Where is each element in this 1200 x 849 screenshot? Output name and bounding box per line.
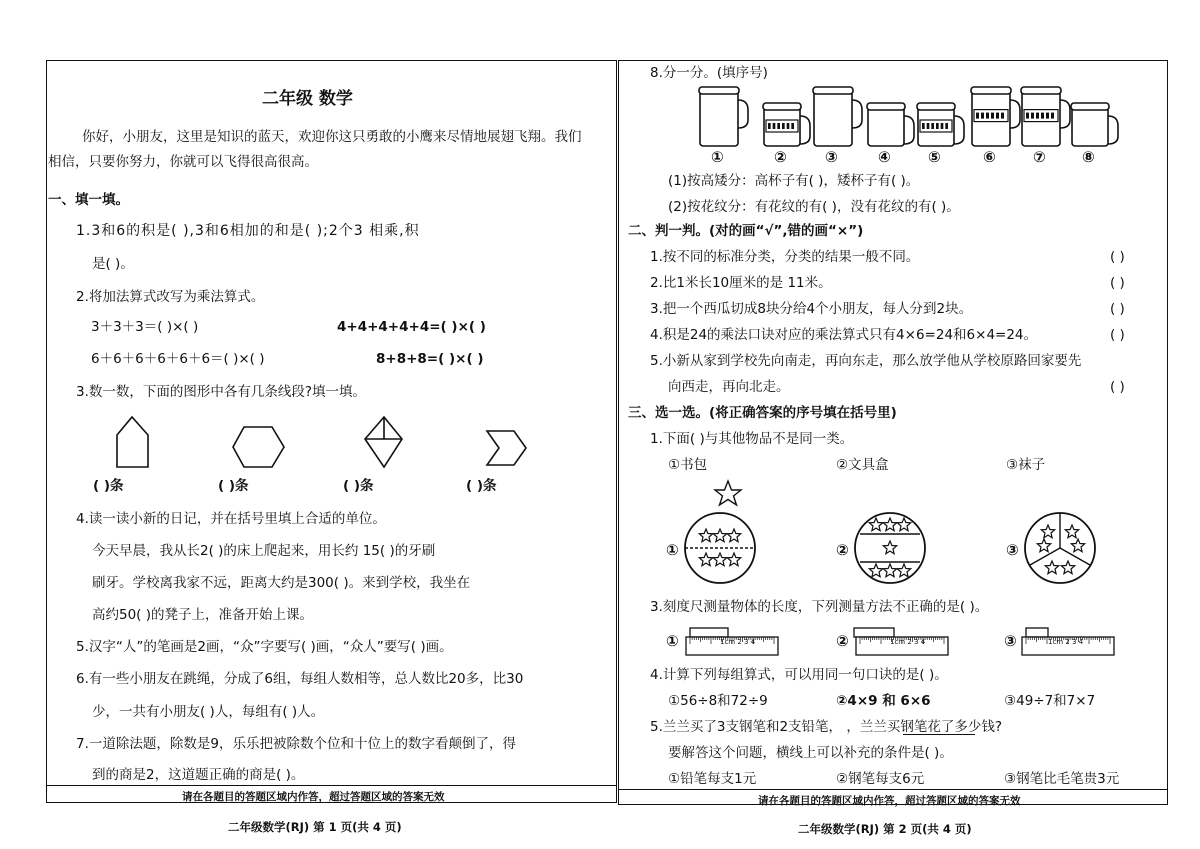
left-answer-area-notice: 请在各题目的答题区域内作答，超过答题区域的答案无效	[182, 791, 445, 803]
circle-option-1-label: ①	[666, 541, 679, 559]
q1-line-2: 是( )。	[92, 256, 134, 272]
q3-answer-4: ( )条	[466, 478, 497, 494]
judge-3: 3.把一个西瓜切成8块分给4个小朋友，每人分到2块。	[650, 301, 973, 317]
page-title: 二年级 数学	[262, 89, 353, 109]
q4-diary-1: 今天早晨，我从长2( )的床上爬起来，用长约 15( )的牙刷	[92, 543, 436, 559]
choice-5-option-b: ②钢笔每支6元	[836, 771, 925, 787]
cup-2	[763, 103, 810, 146]
q5-text: 5.汉字“人”的笔画是2画，“众”字要写( )画，“众人”要写( )画。	[76, 639, 453, 655]
judge-4: 4.积是24的乘法口诀对应的乘法算式只有4×6=24和6×4=24。	[650, 327, 1038, 343]
choice-3-prompt: 3.刻度尺测量物体的长度，下列测量方法不正确的是( )。	[650, 599, 989, 615]
choice-1-option-c: ③袜子	[1006, 457, 1046, 473]
section-2-heading: 二、判一判。(对的画“√”,错的画“×”)	[628, 223, 864, 239]
circle-option-2-label: ②	[836, 541, 849, 559]
judge-2: 2.比1米长10厘米的是 11米。	[650, 275, 832, 291]
cup-6	[971, 87, 1020, 146]
right-page-footer: 二年级数学(RJ) 第 2 页(共 4 页)	[798, 822, 972, 836]
judge-3-paren: ( )	[1110, 301, 1125, 317]
q4-diary-2: 刷牙。学校离我家不远，距离大约是300( )。来到学校，我坐在	[92, 575, 471, 591]
cup-label-6: ⑥	[983, 148, 996, 166]
kite-triangle-shape	[362, 415, 406, 471]
choice-4-option-b: ②4×9 和 6×6	[836, 693, 931, 709]
choice-5-fill-line	[903, 734, 975, 735]
judge-5-line-2: 向西走，再向北走。	[668, 379, 790, 395]
q8-pattern-sort: (2)按花纹分：有花纹的有( )，没有花纹的有( )。	[668, 199, 960, 215]
pentagon-house-shape	[114, 415, 154, 471]
ruler-option-3-label: ③	[1004, 632, 1017, 650]
judge-1-paren: ( )	[1110, 249, 1125, 265]
intro-line-1: 你好，小朋友，这里是知识的蓝天，欢迎你这只勇敢的小鹰来尽情地展翅飞翔。我们	[82, 129, 582, 145]
circle-split-three-sectors	[1022, 510, 1098, 586]
right-answer-area-notice: 请在各题目的答题区域内作答，超过答题区域的答案无效	[758, 795, 1021, 807]
circle-option-3-label: ③	[1006, 541, 1019, 559]
q6-line-1: 6.有一些小朋友在跳绳，分成了6组，每组人数相等，总人数比20多，比30	[76, 671, 524, 687]
choice-1-option-a: ①书包	[668, 457, 708, 473]
cup-label-5: ⑤	[928, 148, 941, 166]
cup-1	[699, 87, 748, 146]
cup-5	[917, 103, 964, 146]
q2-expr-4: 8+8+8=( )×( )	[376, 351, 484, 367]
ruler-2-scale: 1cm 2 3 4	[890, 638, 926, 646]
cup-8	[1071, 103, 1118, 146]
left-page-footer: 二年级数学(RJ) 第 1 页(共 4 页)	[228, 820, 402, 834]
circle-split-horizontal	[682, 510, 758, 586]
q1-line-1: 1.3和6的积是( ),3和6相加的和是( );2个3 相乘,积	[76, 223, 420, 239]
q3-answer-3: ( )条	[343, 478, 374, 494]
cup-label-4: ④	[878, 148, 891, 166]
ruler-1-scale: 1cm 2 3 4	[720, 638, 756, 646]
cup-number-labels	[700, 148, 1120, 166]
choice-5-option-c: ③钢笔比毛笔贵3元	[1004, 771, 1120, 787]
section-1-heading: 一、填一填。	[48, 192, 129, 208]
ruler-option-2-label: ②	[836, 632, 849, 650]
cup-label-2: ②	[774, 148, 787, 166]
cups-illustration	[700, 86, 1120, 154]
choice-4-option-a: ①56÷8和72÷9	[668, 693, 768, 709]
q7-line-2: 到的商是2，这道题正确的商是( )。	[92, 767, 305, 783]
q2-expr-3: 6＋6＋6＋6＋6＋6＝( )×( )	[91, 351, 265, 367]
choice-4-prompt: 4.计算下列每组算式，可以用同一句口诀的是( )。	[650, 667, 948, 683]
cup-4	[867, 103, 914, 146]
q4-prompt: 4.读一读小新的日记，并在括号里填上合适的单位。	[76, 511, 386, 527]
q3-answer-1: ( )条	[93, 478, 124, 494]
left-answer-area-divider	[46, 785, 617, 786]
star-icon	[714, 480, 742, 506]
choice-1-option-b: ②文具盒	[836, 457, 889, 473]
judge-5-line-1: 5.小新从家到学校先向南走，再向东走，那么放学他从学校原路回家要先	[650, 353, 1082, 369]
cup-label-7: ⑦	[1033, 148, 1046, 166]
q3-answer-2: ( )条	[218, 478, 249, 494]
choice-5-option-a: ①铅笔每支1元	[668, 771, 757, 787]
choice-5-line-2: 要解答这个问题，横线上可以补充的条件是( )。	[668, 745, 953, 761]
cup-7	[1021, 87, 1070, 146]
choice-5-line-1: 5.兰兰买了3支钢笔和2支铅笔， ，兰兰买钢笔花了多少钱?	[650, 719, 1003, 735]
right-answer-area-divider	[618, 789, 1168, 790]
ruler-3-scale: 1cm 2 3 4	[1048, 638, 1084, 646]
judge-5-paren: ( )	[1110, 379, 1125, 395]
intro-line-2: 相信，只要你努力，你就可以飞得很高很高。	[48, 154, 318, 170]
q8-prompt: 8.分一分。(填序号)	[650, 65, 768, 81]
cup-label-1: ①	[711, 148, 724, 166]
arrow-chevron-shape	[484, 428, 530, 468]
cup-label-3: ③	[825, 148, 838, 166]
judge-2-paren: ( )	[1110, 275, 1125, 291]
ruler-option-1-label: ①	[666, 632, 679, 650]
judge-1: 1.按不同的标准分类，分类的结果一般不同。	[650, 249, 920, 265]
q2-prompt: 2.将加法算式改写为乘法算式。	[76, 289, 265, 305]
q7-line-1: 7.一道除法题，除数是9，乐乐把被除数个位和十位上的数字看颠倒了，得	[76, 736, 516, 752]
q4-diary-3: 高约50( )的凳子上，准备开始上课。	[92, 607, 314, 623]
q6-line-2: 少，一共有小朋友( )人，每组有( )人。	[92, 704, 325, 720]
section-3-heading: 三、选一选。(将正确答案的序号填在括号里)	[628, 405, 897, 421]
hexagon-shape	[230, 425, 286, 471]
judge-4-paren: ( )	[1110, 327, 1125, 343]
cup-3	[813, 87, 862, 146]
choice-4-option-c: ③49÷7和7×7	[1004, 693, 1096, 709]
choice-1-prompt: 1.下面( )与其他物品不是同一类。	[650, 431, 854, 447]
q2-expr-1: 3＋3＋3＝( )×( )	[91, 319, 199, 335]
cup-label-8: ⑧	[1082, 148, 1095, 166]
q3-prompt: 3.数一数，下面的图形中各有几条线段?填一填。	[76, 384, 367, 400]
q2-expr-2: 4+4+4+4+4=( )×( )	[337, 319, 486, 335]
circle-split-three-rows	[852, 510, 928, 586]
q8-height-sort: (1)按高矮分：高杯子有( )，矮杯子有( )。	[668, 173, 920, 189]
